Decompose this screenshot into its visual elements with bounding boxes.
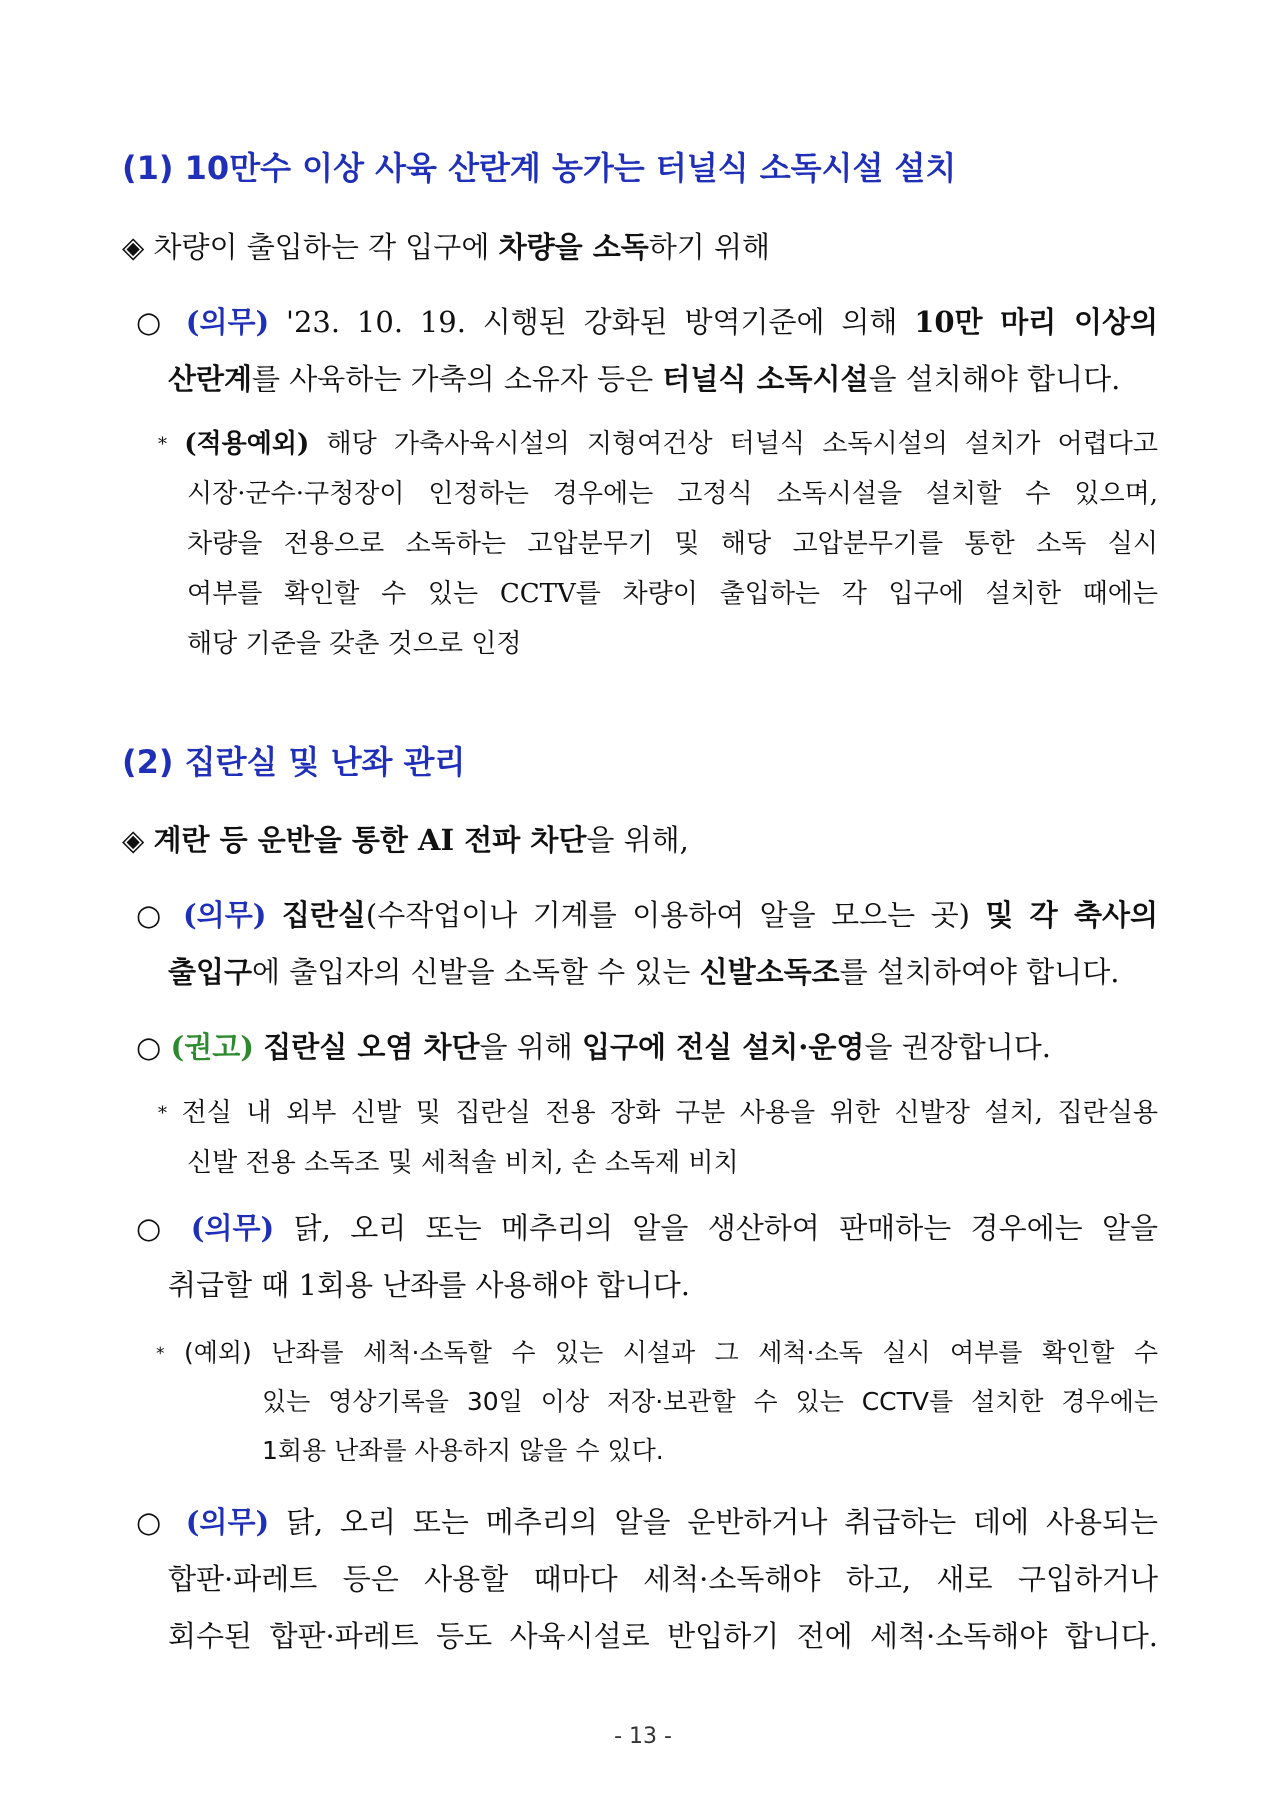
s2-item3-note-line3: 1회용 난좌를 사용하지 않을 수 있다. [262, 1436, 664, 1465]
note-tag: (적용예외) [184, 429, 310, 459]
goal-text: 차량이 출입하는 각 입구에 [153, 230, 499, 264]
s2-item1-line2 [168, 950, 1119, 991]
circle-bullet-icon: ○ [136, 1505, 169, 1539]
circle-bullet-icon: ○ [136, 1030, 162, 1064]
s2-item3-line1 [136, 1206, 1158, 1247]
goal-text: 을 위해, [586, 823, 689, 857]
tag-recommended: (권고) [170, 1030, 255, 1064]
item-emphasis: 산란계 [168, 362, 253, 396]
item-text: 을 위해 [479, 1030, 583, 1064]
item-emphasis: 출입구 [168, 955, 253, 989]
item-text: 닭, 오리 또는 메추리의 알을 운반하거나 취급하는 데에 사용되는 [269, 1505, 1158, 1539]
s1-note-line1 [158, 423, 1158, 460]
item-text: 을 권장합니다. [864, 1030, 1051, 1064]
s2-item4-line3: 회수된 합판·파레트 등도 사육시설로 반입하기 전에 세척·소독해야 합니다. [168, 1619, 1158, 1653]
item-emphasis: 집란실 오염 차단 [263, 1030, 480, 1064]
item-emphasis: 입구에 전실 설치·운영 [582, 1030, 865, 1064]
tag-mandatory: (의무) [185, 1505, 270, 1539]
s2-item2-note-line1 [158, 1092, 1158, 1129]
item-text: 을 설치해야 합니다. [868, 362, 1121, 396]
diamond-icon: ◈ [122, 230, 145, 264]
s1-item1-line2 [168, 357, 1120, 398]
tag-mandatory: (의무) [190, 1211, 275, 1245]
s2-item2-line [136, 1025, 1051, 1066]
goal-emphasis: 차량을 소독 [498, 230, 649, 264]
asterisk-icon: * [158, 434, 167, 455]
circle-bullet-icon: ○ [136, 898, 168, 932]
s1-note-line2: 시장·군수·구청장이 인정하는 경우에는 고정식 소독시설을 설치할 수 있으며, [187, 479, 1158, 509]
item-text: 를 사육하는 가축의 소유자 등은 [252, 362, 663, 396]
tag-mandatory: (의무) [185, 305, 270, 339]
s1-note-line3: 차량을 전용으로 소독하는 고압분무기 및 해당 고압분무기를 통한 소독 실시 [187, 529, 1158, 559]
s2-item1-line1 [136, 893, 1158, 934]
item-text: (수작업이나 기계를 이용하여 알을 모으는 곳) [365, 898, 986, 932]
item-text: '23. 10. 19. 시행된 강화된 방역기준에 의해 [269, 305, 915, 339]
section-1-title: (1) 10만수 이상 사육 산란계 농가는 터널식 소독시설 설치 [122, 149, 957, 187]
goal-emphasis: 계란 등 운반을 통한 AI 전파 차단 [153, 823, 587, 857]
note-text: 난좌를 세척·소독할 수 있는 시설과 그 세척·소독 실시 여부를 확인할 수 [251, 1338, 1158, 1367]
note-tag: (예외) [183, 1338, 252, 1367]
tag-mandatory: (의무) [182, 898, 267, 932]
goal-text-end: 하기 위해 [648, 230, 771, 264]
note-text: 해당 가축사육시설의 지형여건상 터널식 소독시설의 설치가 어렵다고 [309, 429, 1159, 459]
s2-item3-line2: 취급할 때 1회용 난좌를 사용해야 합니다. [168, 1268, 690, 1302]
item-emphasis: 10만 마리 이상의 [914, 305, 1159, 339]
item-text [266, 898, 281, 932]
section-1-goal [122, 225, 770, 266]
item-emphasis: 신발소독조 [699, 955, 840, 989]
s1-item1-line1 [136, 300, 1158, 341]
item-emphasis: 및 각 축사의 [985, 898, 1159, 932]
asterisk-icon: * [156, 1344, 165, 1364]
section-2-title: (2) 집란실 및 난좌 관리 [122, 743, 466, 781]
s2-item3-note-line2: 있는 영상기록을 30일 이상 저장·보관할 수 있는 CCTV를 설치한 경우에는 [262, 1387, 1158, 1416]
item-text: 를 설치하여야 합니다. [839, 955, 1120, 989]
circle-bullet-icon: ○ [136, 1211, 172, 1245]
diamond-icon: ◈ [122, 823, 145, 857]
item-emphasis: 집란실 [281, 898, 366, 932]
s1-note-line5: 해당 기준을 갖춘 것으로 인정 [187, 629, 522, 659]
s2-item2-note-line2: 신발 전용 소독조 및 세척솔 비치, 손 소독제 비치 [187, 1148, 739, 1178]
s2-item4-line2: 합판·파레트 등은 사용할 때마다 세척·소독해야 하고, 새로 구입하거나 [168, 1562, 1158, 1596]
note-text: 전실 내 외부 신발 및 집란실 전용 장화 구분 사용을 위한 신발장 설치, 집란실용 [167, 1098, 1158, 1128]
s1-note-line4: 여부를 확인할 수 있는 CCTV를 차량이 출입하는 각 입구에 설치한 때에는 [187, 579, 1158, 609]
s2-item4-line1 [136, 1500, 1158, 1541]
item-text: 닭, 오리 또는 메추리의 알을 생산하여 판매하는 경우에는 알을 [274, 1211, 1158, 1245]
item-text [254, 1030, 263, 1064]
asterisk-icon: * [158, 1103, 167, 1124]
section-2-goal [122, 818, 689, 859]
page-number: - 13 - [614, 1724, 672, 1749]
circle-bullet-icon: ○ [136, 305, 169, 339]
s2-item3-note-line1 [156, 1333, 1158, 1369]
item-text: 에 출입자의 신발을 소독할 수 있는 [252, 955, 700, 989]
item-emphasis: 터널식 소독시설 [662, 362, 869, 396]
